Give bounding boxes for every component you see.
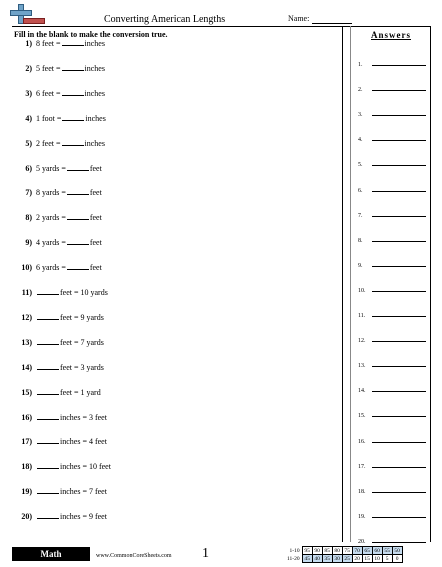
answer-label: 16. (358, 438, 366, 445)
answer-blank[interactable] (37, 287, 59, 295)
answer-row (358, 236, 426, 244)
problem-text-after: feet = 1 yard (60, 387, 101, 397)
score-cell: 15 (362, 555, 372, 563)
name-label: Name: (288, 14, 310, 23)
answer-blank[interactable] (62, 88, 84, 96)
score-cell: 75 (342, 547, 352, 555)
problem-number: 20) (21, 512, 32, 522)
score-cell: 55 (382, 547, 392, 555)
answer-line[interactable] (372, 411, 426, 417)
answer-row (358, 110, 426, 118)
answer-line[interactable] (372, 211, 426, 217)
problem-text-before: 2 feet = (36, 138, 61, 148)
problem-item (14, 38, 105, 48)
answer-label: 12. (358, 338, 366, 345)
answer-blank[interactable] (37, 436, 59, 444)
answer-blank[interactable] (67, 187, 89, 195)
answer-label: 11. (358, 313, 366, 319)
answer-blank[interactable] (37, 461, 59, 469)
problem-item (14, 412, 107, 422)
answer-label: 14. (358, 388, 366, 395)
score-cell: 50 (392, 547, 402, 555)
problem-text-before: 8 feet = (36, 39, 61, 48)
answer-line[interactable] (372, 286, 426, 292)
score-row-label: 1-10 (289, 547, 300, 554)
problem-number: 10) (21, 263, 32, 273)
score-cell: 40 (312, 555, 322, 563)
problem-number: 5) (25, 138, 32, 148)
site-url: www.CommonCoreSheets.com (96, 553, 172, 559)
answer-row (358, 311, 426, 319)
answer-label: 8. (358, 237, 363, 244)
page-number: 1 (202, 546, 209, 561)
answer-row (358, 211, 426, 219)
score-row (286, 555, 402, 563)
problem-number: 15) (21, 387, 32, 397)
problem-text-before: 1 foot = (36, 113, 62, 123)
problem-text-after: feet (89, 213, 102, 223)
score-row-label: 11-20 (287, 555, 300, 562)
answer-label: 20. (358, 538, 366, 545)
score-cell: 90 (312, 547, 322, 555)
answer-label: 7. (358, 212, 363, 219)
problem-item (14, 486, 107, 496)
right-border (430, 26, 431, 542)
answer-line[interactable] (372, 361, 426, 367)
problem-text-before: 6 yards = (36, 263, 66, 273)
problem-item (14, 312, 104, 322)
answer-line[interactable] (372, 487, 426, 493)
answer-label: 19. (358, 513, 366, 520)
answer-line[interactable] (372, 311, 426, 317)
problem-number: 2) (25, 63, 32, 73)
answer-label: 6. (358, 187, 363, 194)
problem-text-after: inches (84, 138, 105, 148)
column-divider-inner (350, 26, 351, 542)
problem-text-after: inches = 3 feet (60, 412, 107, 422)
problem-text-before: 4 yards = (36, 238, 66, 248)
name-field[interactable] (312, 23, 352, 24)
answer-blank[interactable] (37, 312, 59, 320)
problem-number: 6) (25, 163, 32, 173)
problem-text-after: feet (89, 263, 102, 273)
problem-number: 7) (25, 188, 32, 198)
score-cell: 45 (302, 555, 312, 563)
problem-text-before: 5 feet = (36, 63, 61, 73)
score-table (286, 546, 403, 563)
answer-line[interactable] (372, 512, 426, 518)
score-cell: 70 (352, 547, 362, 555)
answer-line[interactable] (372, 236, 426, 242)
problem-text-after: inches (84, 39, 105, 48)
answer-blank[interactable] (37, 362, 59, 370)
answer-blank[interactable] (37, 337, 59, 345)
answer-label: 2. (358, 87, 363, 94)
answer-line[interactable] (372, 160, 426, 166)
answer-line[interactable] (372, 261, 426, 267)
problem-item (14, 461, 111, 471)
problem-text-after: feet (89, 238, 102, 248)
answer-label: 18. (358, 488, 366, 495)
problem-item (14, 287, 108, 297)
answer-label: 10. (358, 287, 366, 294)
problem-text-after: feet = 7 yards (60, 337, 104, 347)
answer-line[interactable] (372, 336, 426, 342)
answer-blank[interactable] (62, 63, 84, 71)
answer-row (358, 437, 426, 445)
footer (12, 544, 430, 564)
problem-number: 4) (25, 113, 32, 123)
problem-number: 12) (21, 312, 32, 322)
answer-blank[interactable] (67, 212, 89, 220)
score-cell: 80 (332, 547, 342, 555)
problem-text-before: 2 yards = (36, 213, 66, 223)
problem-number: 14) (21, 362, 32, 372)
answer-line[interactable] (372, 537, 426, 543)
problem-number: 17) (21, 437, 32, 447)
answer-line[interactable] (372, 186, 426, 192)
problem-text-after: feet (89, 188, 102, 198)
answer-row (358, 186, 426, 194)
answer-blank[interactable] (37, 511, 59, 519)
problem-text-before: 6 feet = (36, 88, 61, 98)
answer-line[interactable] (372, 462, 426, 468)
score-cell: 30 (332, 555, 342, 563)
answer-row (358, 286, 426, 294)
answer-label: 15. (358, 413, 366, 420)
problem-text-after: inches (84, 63, 105, 73)
answer-line[interactable] (372, 437, 426, 443)
answer-blank[interactable] (37, 412, 59, 420)
score-cell: 95 (302, 547, 312, 555)
score-cell: 0 (392, 555, 402, 563)
answer-blank[interactable] (62, 138, 84, 146)
answer-blank[interactable] (37, 387, 59, 395)
instructions: Fill in the blank to make the conversion true. (14, 30, 168, 39)
answer-row (358, 411, 426, 419)
answer-line[interactable] (372, 135, 426, 141)
score-cell: 25 (342, 555, 352, 563)
problem-item (14, 237, 102, 247)
answer-row (358, 160, 426, 168)
answer-label: 17. (358, 463, 366, 470)
answer-label: 4. (358, 137, 363, 144)
answer-blank[interactable] (37, 486, 59, 494)
worksheet-title: Converting American Lengths (104, 14, 226, 25)
score-cell: 5 (382, 555, 392, 563)
answer-row (358, 361, 426, 369)
problem-text-after: feet = 3 yards (60, 362, 104, 372)
problem-item (14, 63, 105, 73)
answer-row (358, 85, 426, 93)
problem-number: 1) (25, 39, 32, 48)
problem-number: 9) (25, 238, 32, 248)
problem-number: 18) (21, 462, 32, 472)
answer-row (358, 60, 426, 68)
problem-text-after: inches = 10 feet (60, 462, 111, 472)
plus-minus-logo-icon (9, 4, 49, 26)
answer-blank[interactable] (62, 38, 84, 46)
answer-label: 1. (358, 62, 363, 68)
problem-text-after: inches (84, 88, 105, 98)
answer-blank[interactable] (67, 163, 89, 171)
score-cell: 10 (372, 555, 382, 563)
problem-item (14, 212, 102, 222)
answer-line[interactable] (372, 386, 426, 392)
answer-line[interactable] (372, 60, 426, 66)
brand-badge: Math (12, 547, 90, 561)
problem-text-after: inches = 9 feet (60, 512, 107, 522)
problem-item (14, 436, 107, 446)
answers-title: Answers (371, 30, 411, 40)
answer-row (358, 386, 426, 394)
problem-number: 19) (21, 487, 32, 497)
problem-number: 13) (21, 337, 32, 347)
answer-row (358, 512, 426, 520)
problem-text-after: feet = 10 yards (60, 288, 108, 297)
problem-number: 11) (21, 288, 32, 297)
problem-text-before: 8 yards = (36, 188, 66, 198)
answer-label: 3. (358, 112, 363, 119)
answer-blank[interactable] (67, 262, 89, 270)
problem-item (14, 387, 101, 397)
answer-line[interactable] (372, 110, 426, 116)
problem-text-after: inches (85, 113, 106, 123)
header-divider (12, 26, 430, 27)
problem-number: 3) (25, 88, 32, 98)
problem-item (14, 138, 105, 148)
column-divider (342, 26, 343, 542)
problem-text-after: feet = 9 yards (60, 312, 104, 322)
problem-item (14, 88, 105, 98)
answer-row (358, 336, 426, 344)
answer-row (358, 487, 426, 495)
problem-item (14, 113, 106, 123)
problem-item (14, 163, 102, 173)
score-cell: 85 (322, 547, 332, 555)
problem-text-before: 5 yards = (36, 163, 66, 173)
score-row (286, 547, 402, 555)
problem-number: 8) (25, 213, 32, 223)
problem-item (14, 362, 104, 372)
problem-item (14, 262, 102, 272)
answer-line[interactable] (372, 85, 426, 91)
problem-item (14, 187, 102, 197)
answer-label: 5. (358, 162, 363, 169)
problem-item (14, 337, 104, 347)
answer-blank[interactable] (62, 113, 84, 121)
problem-number: 16) (21, 412, 32, 422)
score-cell: 60 (372, 547, 382, 555)
answer-row (358, 462, 426, 470)
answer-label: 9. (358, 262, 363, 269)
problem-text-after: feet (89, 163, 102, 173)
score-cell: 35 (322, 555, 332, 563)
problem-item (14, 511, 107, 521)
answer-label: 13. (358, 363, 366, 370)
problem-text-after: inches = 4 feet (60, 437, 107, 447)
problem-text-after: inches = 7 feet (60, 487, 107, 497)
score-cell: 65 (362, 547, 372, 555)
answer-row (358, 135, 426, 143)
answer-blank[interactable] (67, 237, 89, 245)
answer-row (358, 261, 426, 269)
score-cell: 20 (352, 555, 362, 563)
